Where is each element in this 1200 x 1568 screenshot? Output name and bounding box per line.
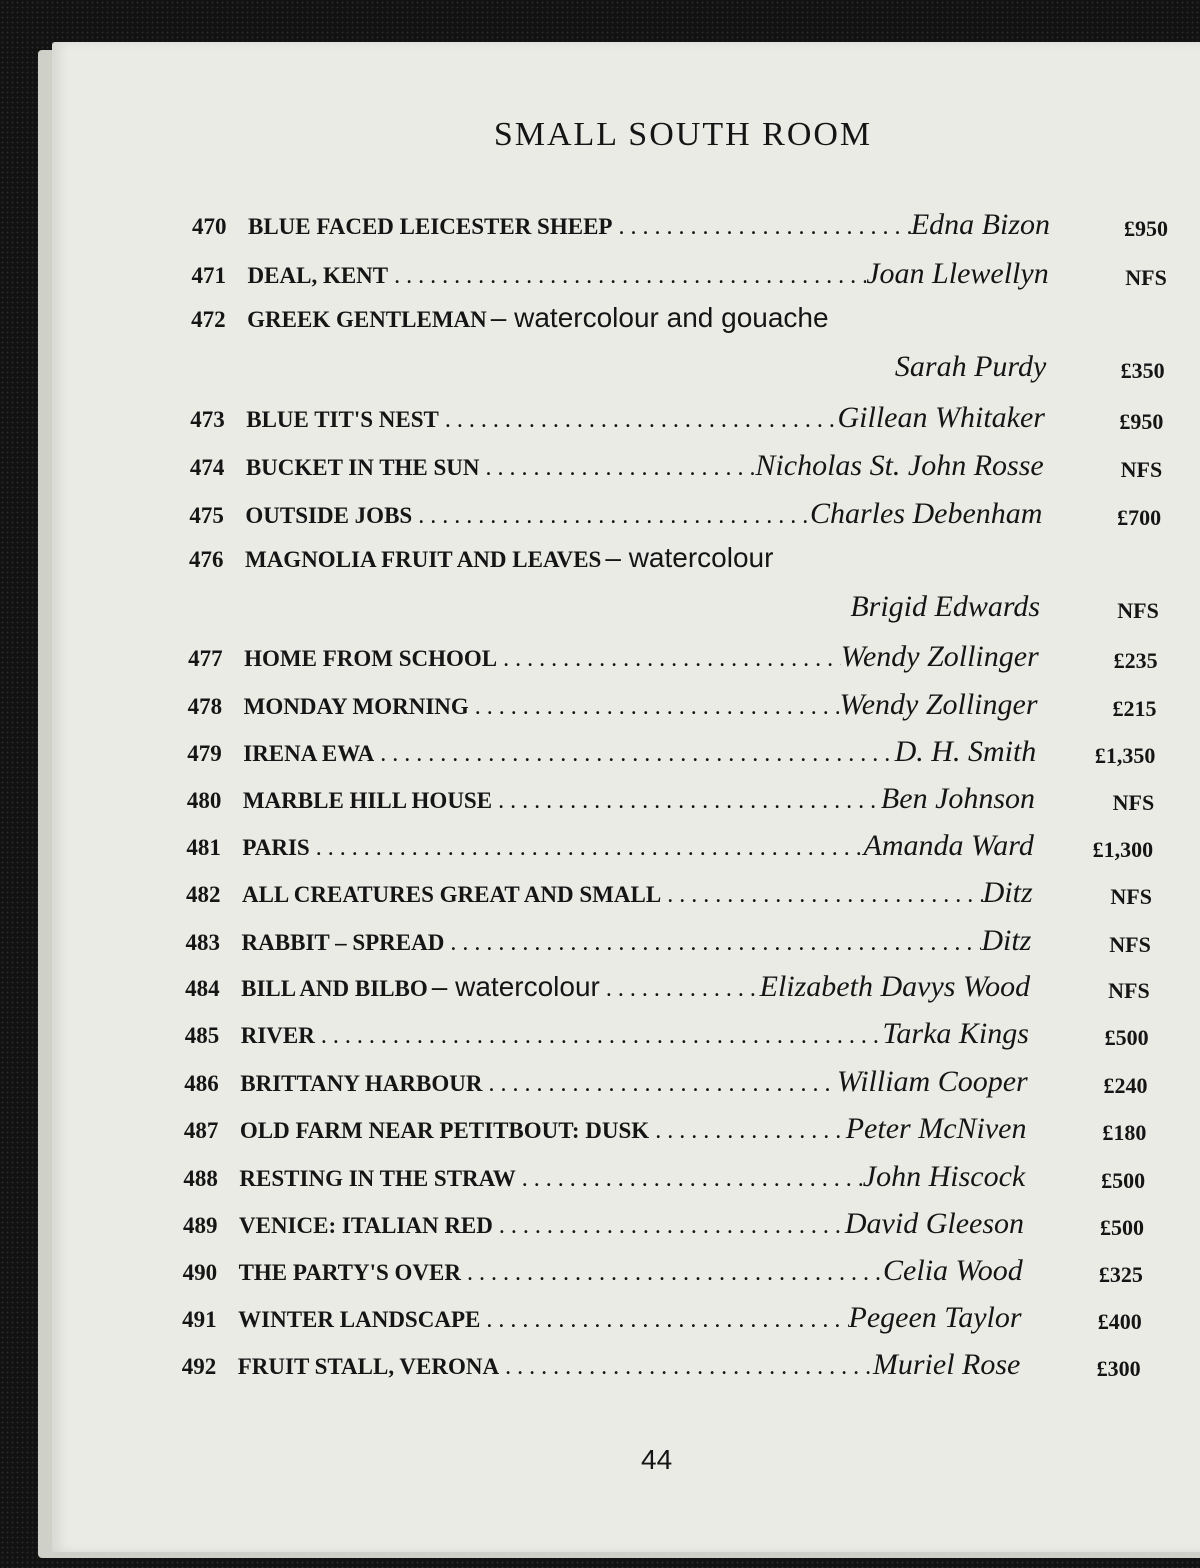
entry-title: BILL AND BILBO (241, 976, 428, 1001)
entry-price: £350 (1120, 358, 1165, 383)
entry-title: GREEK GENTLEMAN (247, 307, 487, 332)
entry-price: £240 (1103, 1073, 1148, 1098)
list-item (0, 449, 1200, 489)
entry-title: BLUE TIT'S NEST (246, 407, 439, 432)
entry-number: 484 (185, 976, 220, 1001)
leader-dots (503, 646, 841, 673)
list-item (0, 1348, 1200, 1388)
entry-number: 483 (185, 930, 221, 955)
leader-dots (606, 976, 760, 1003)
list-item (0, 1065, 1200, 1105)
leader-dots (667, 882, 982, 909)
entry-artist: John Hiscock (862, 1160, 1026, 1193)
leader-dots (467, 1260, 883, 1287)
entry-number: 479 (187, 741, 222, 766)
entry-title: MAGNOLIA FRUIT AND LEAVES (244, 547, 602, 572)
leader-dots (499, 1213, 845, 1240)
list-item (0, 640, 1200, 680)
entry-price: £500 (1104, 1025, 1149, 1050)
list-item (0, 688, 1200, 728)
entry-number: 475 (189, 503, 224, 528)
entry-price: £300 (1096, 1356, 1141, 1381)
entry-number: 477 (188, 646, 223, 671)
entry-price: £500 (1101, 1168, 1146, 1193)
list-item (0, 1254, 1200, 1294)
entry-title: MARBLE HILL HOUSE (242, 788, 493, 813)
list-item (0, 876, 1200, 916)
entry-price: £1,350 (1094, 743, 1156, 768)
entry-price: NFS (1112, 790, 1155, 815)
leader-dots (498, 788, 881, 815)
entry-artist: Joan Llewellyn (866, 257, 1049, 290)
entry-price: £1,300 (1092, 837, 1154, 862)
leader-dots (522, 1166, 863, 1193)
entry-artist: Charles Debenham (809, 497, 1043, 530)
entry-number: 474 (189, 455, 225, 480)
leader-dots (394, 263, 866, 290)
page-number: 44 (641, 1444, 673, 1475)
entry-title: BUCKET IN THE SUN (245, 455, 480, 480)
entry-number: 482 (185, 882, 221, 907)
entry-title: WINTER LANDSCAPE (238, 1307, 481, 1332)
entry-number: 489 (183, 1213, 218, 1238)
entry-price: £215 (1112, 696, 1157, 721)
entry-price: £400 (1097, 1309, 1142, 1334)
entry-title: THE PARTY'S OVER (238, 1260, 461, 1285)
entry-price: £325 (1098, 1262, 1143, 1287)
leader-dots (316, 835, 864, 862)
entry-title: RABBIT – SPREAD (241, 930, 445, 955)
entry-artist: Wendy Zollinger (840, 640, 1039, 673)
entry-number: 473 (190, 407, 225, 432)
leader-dots (486, 1307, 848, 1334)
entry-medium: – watercolour (605, 542, 774, 573)
entry-number: 491 (182, 1307, 217, 1332)
entry-artist: Muriel Rose (872, 1348, 1021, 1381)
entry-price: £950 (1124, 216, 1168, 241)
list-item (0, 1112, 1200, 1152)
entry-price: £235 (1113, 648, 1158, 673)
entry-artist: D. H. Smith (894, 735, 1037, 768)
leader-dots (486, 455, 756, 482)
entry-title: BRITTANY HARBOUR (240, 1071, 483, 1096)
leader-dots (655, 1118, 846, 1145)
entry-price: NFS (1108, 978, 1150, 1003)
list-item (0, 970, 1200, 1010)
list-item (0, 1301, 1200, 1341)
entry-artist: Ben Johnson (880, 782, 1036, 815)
entry-artist: Sarah Purdy (894, 350, 1047, 383)
leader-dots (380, 741, 894, 768)
entry-title: OLD FARM NEAR PETITBOUT: DUSK (239, 1118, 650, 1143)
entry-artist: Celia Wood (883, 1254, 1023, 1287)
entry-number: 478 (187, 694, 223, 719)
entry-price: NFS (1125, 265, 1167, 290)
entry-artist: Tarka Kings (882, 1017, 1029, 1050)
entry-title: ALL CREATURES GREAT AND SMALL (241, 882, 662, 907)
leader-dots (475, 694, 840, 721)
entry-artist: Edna Bizon (910, 208, 1050, 241)
list-item (0, 302, 1200, 383)
entry-medium: – watercolour and gouache (490, 302, 829, 333)
entry-title: IRENA EWA (243, 741, 375, 766)
entry-artist: Brigid Edwards (850, 590, 1041, 623)
entry-title: FRUIT STALL, VERONA (237, 1354, 500, 1379)
leader-dots (488, 1071, 836, 1098)
entry-artist: Amanda Ward (863, 829, 1034, 862)
entry-number: 487 (183, 1118, 219, 1143)
entry-number: 480 (186, 788, 222, 813)
entry-number: 470 (192, 214, 227, 239)
leader-dots (445, 407, 838, 434)
list-item (0, 497, 1200, 537)
entry-number: 488 (183, 1166, 218, 1191)
entry-number: 471 (191, 263, 227, 288)
entry-number: 481 (186, 835, 221, 860)
entry-number: 490 (182, 1260, 218, 1285)
entry-number: 476 (188, 547, 224, 572)
entry-artist: Peter McNiven (845, 1112, 1027, 1145)
entry-price: £500 (1100, 1215, 1145, 1240)
page-title: SMALL SOUTH ROOM (493, 116, 873, 153)
entry-title: PARIS (242, 835, 310, 860)
leader-dots (618, 214, 910, 241)
leader-dots (418, 503, 810, 530)
entry-artist: Elizabeth Davys Wood (759, 970, 1031, 1003)
list-item (0, 1160, 1200, 1200)
entry-price: NFS (1109, 932, 1151, 957)
entry-title: VENICE: ITALIAN RED (239, 1213, 493, 1238)
leader-dots (321, 1023, 883, 1050)
entry-artist: Wendy Zollinger (839, 688, 1038, 721)
entry-title: DEAL, KENT (247, 263, 389, 288)
entry-title: RIVER (240, 1023, 315, 1048)
entry-medium: – watercolour (431, 971, 600, 1002)
entry-number: 472 (191, 307, 226, 332)
list-item (0, 782, 1200, 822)
entry-price: NFS (1117, 598, 1159, 623)
entry-price: NFS (1110, 884, 1152, 909)
entry-artist: David Gleeson (844, 1207, 1025, 1240)
entry-number: 492 (181, 1354, 217, 1379)
entry-artist: Ditz (981, 924, 1032, 957)
entry-artist: Pegeen Taylor (848, 1301, 1022, 1334)
entry-price: NFS (1120, 457, 1163, 482)
entry-price: £180 (1102, 1120, 1147, 1145)
leader-dots (450, 930, 981, 957)
list-item (0, 924, 1200, 964)
list-item (0, 829, 1200, 869)
entry-title: BLUE FACED LEICESTER SHEEP (248, 214, 613, 239)
list-item (0, 401, 1200, 441)
leader-dots (505, 1354, 873, 1381)
entry-title: RESTING IN THE STRAW (239, 1166, 516, 1191)
entry-price: £950 (1119, 409, 1164, 434)
entry-title: OUTSIDE JOBS (245, 503, 413, 528)
entry-artist: Gillean Whitaker (837, 401, 1045, 434)
entry-price: £700 (1117, 505, 1162, 530)
list-item (0, 735, 1200, 775)
list-item (0, 542, 1200, 623)
entry-number: 486 (184, 1071, 219, 1096)
list-item (0, 1207, 1200, 1247)
list-item (0, 257, 1200, 297)
list-item (0, 1017, 1200, 1057)
entry-artist: William Cooper (836, 1065, 1028, 1098)
entry-title: MONDAY MORNING (243, 694, 469, 719)
entry-artist: Ditz (982, 876, 1033, 909)
list-item (0, 208, 1200, 248)
entry-number: 485 (184, 1023, 220, 1048)
entry-title: HOME FROM SCHOOL (244, 646, 498, 671)
entry-artist: Nicholas St. John Rosse (755, 449, 1044, 482)
